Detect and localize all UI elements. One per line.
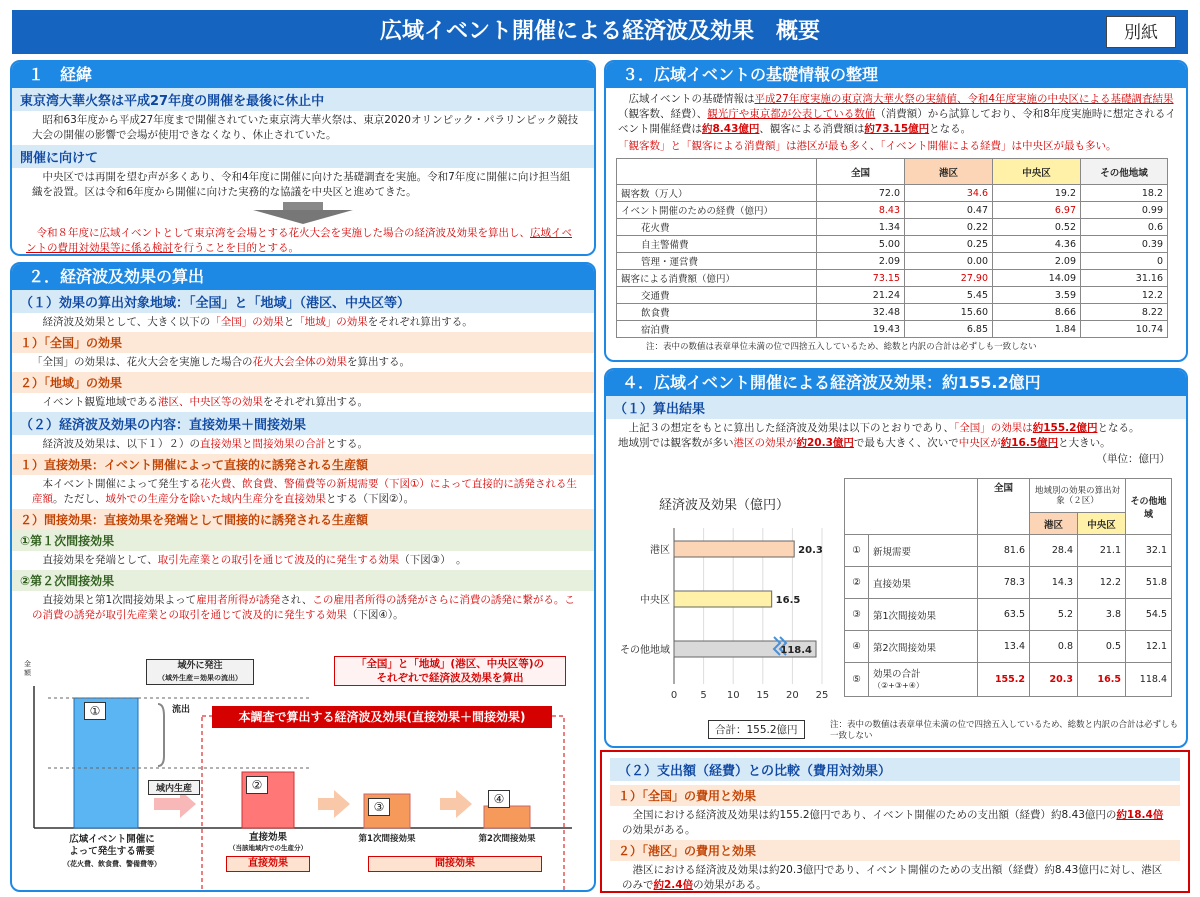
chart-tick-label: 10 — [726, 690, 740, 701]
table-row: 観客数（万人） 72.0 34.6 19.2 18.2 — [617, 185, 1168, 202]
chart-category-label: 中央区 — [640, 595, 670, 606]
s2-sub2: （２）経済波及効果の内容：直接効果＋間接効果 — [12, 412, 594, 435]
table-row: 交通費 21.24 5.45 3.59 12.2 — [617, 287, 1168, 304]
chart-tick-label: 25 — [815, 690, 829, 701]
effect-chart — [612, 488, 836, 746]
callout-box — [334, 656, 566, 686]
s4-h2: ２）「港区」の費用と効果 — [610, 840, 1180, 861]
table-header: 全国 港区 中央区 その他地域 — [617, 159, 1168, 185]
table-row: 花火費 1.34 0.22 0.52 0.6 — [617, 219, 1168, 236]
table-row: ① 新規需要 81.6 28.4 21.1 32.1 — [845, 535, 1172, 567]
s1-sub2: 開催に向けて — [12, 145, 594, 168]
table-row: ④ 第2次間接効果 13.4 0.8 0.5 12.1 — [845, 631, 1172, 663]
s2-p1: 経済波及効果として、大きく以下の「全国」の効果と「地域」の効果をそれぞれ算出する。 — [32, 316, 473, 328]
section-4-panel — [604, 368, 1188, 748]
cost-effect-box — [600, 750, 1190, 893]
label-second: 第2次間接効果 — [478, 834, 536, 844]
chart-category-label: 港区 — [650, 545, 670, 556]
s2-p3: イベント観覧地域である港区、中央区等の効果をそれぞれ算出する。 — [32, 396, 368, 408]
basic-info-table — [616, 158, 1168, 338]
chart-tick-label: 5 — [700, 690, 707, 701]
chart-bar — [674, 541, 794, 557]
s2-h2: ２）「地域」の効果 — [12, 372, 594, 393]
section-1-panel — [10, 60, 596, 256]
chart-bar — [674, 591, 772, 607]
chart-data-label: 20.3 — [798, 545, 823, 556]
chart-tick-label: 20 — [786, 690, 799, 701]
page-header — [12, 10, 1188, 54]
table-row: ③ 第1次間接効果 63.5 5.2 3.8 54.5 — [845, 599, 1172, 631]
s2-sub1: （１）効果の算出対象地域：「全国」と「地域」（港区、中央区等） — [12, 290, 594, 313]
callout-line1: 「全国」と「地域」(港区、中央区等)の — [355, 658, 545, 670]
attachment-label: 別紙 — [1106, 16, 1176, 48]
table-row: 自主警備費 5.00 0.25 4.36 0.39 — [617, 236, 1168, 253]
label-demand-3: （花火費、飲食費、警備費等） — [63, 860, 161, 868]
section-4-title: ４．広域イベント開催による経済波及効果：約155.2億円 — [606, 370, 1186, 396]
s1-purpose — [12, 224, 594, 256]
label-demand — [42, 834, 182, 870]
s2-p4: 経済波及効果は、以下１）２）の直接効果と間接効果の合計とする。 — [32, 438, 368, 450]
label-direct — [218, 832, 318, 854]
chart-title: 経済波及効果（億円） — [658, 498, 789, 513]
s4-h1: １）「全国」の費用と効果 — [610, 785, 1180, 806]
section-2-panel — [10, 262, 596, 892]
s4-sub1: （１）算出結果 — [606, 396, 1186, 419]
red-title: 本調査で算出する経済波及効果(直接効果＋間接効果) — [212, 706, 552, 728]
table-row: 飲食費 32.48 15.60 8.66 8.22 — [617, 304, 1168, 321]
marker-2: ② — [246, 776, 268, 794]
s4-p2: 地域別では観客数が多い港区の効果が約20.3億円で最も大きく、次いで中央区が約16.5億円と大きい。 — [618, 437, 1111, 449]
s4-sub2: （２）支出額（経費）との比較（費用対効果） — [610, 758, 1180, 781]
label-demand-1: 広域イベント開催に — [69, 834, 155, 845]
s2-p5: 本イベント開催によって発生する花火費、飲食費、警備費等の新規需要（下図①）によって直接的に誘発される生産額。ただし、域外での生産分を除いた域内生産分を直接効果とする（下図②）。 — [32, 478, 577, 505]
down-arrow — [12, 202, 594, 224]
chart-tick-label: 0 — [670, 690, 678, 701]
outside-sub: （域外生産＝効果の流出） — [158, 674, 242, 682]
s2-h4: ２）間接効果：直接効果を発端として間接的に誘発される生産額 — [12, 509, 594, 530]
diagram-ylabel: 金額 — [24, 660, 31, 677]
s2-h3: １）直接効果：イベント開催によって直接的に誘発される生産額 — [12, 454, 594, 475]
s4-p1: 上記３の想定をもとに算出した経済波及効果は以下のとおりであり、「全国」の効果は約155.2億円となる。 — [618, 422, 1140, 434]
label-first: 第1次間接効果 — [358, 834, 416, 844]
inside-label: 域内生産 — [148, 780, 200, 795]
section-1-title: １ 経緯 — [12, 62, 594, 88]
label-direct-2: （当該地域内での生産分） — [229, 844, 307, 852]
s3-p1: 広域イベントの基礎情報は平成27年度実施の東京湾大華火祭の実績値、令和4年度実施の中央区による基礎調査結果（観客数、経費）、観光庁や東京都が公表している数値（消費額）から試算しており、令和8年度実施時に想定されるイベント開催経費は約8.43億円、観客による消費額は約73.15億円となる。 — [618, 93, 1176, 135]
s2-h1: １）「全国」の効果 — [12, 332, 594, 353]
s4-note: 注：表中の数値は表章単位未満の位で四捨五入しているため、総数と内訳の合計は必ずしも一致しない — [830, 720, 1179, 741]
s4-unit: （単位：億円） — [1096, 453, 1170, 465]
table-row: 管理・運営費 2.09 0.00 2.09 0 — [617, 253, 1168, 270]
section-3-panel — [604, 60, 1188, 362]
marker-3: ③ — [368, 798, 390, 816]
s2-g1: ①第１次間接効果 — [12, 530, 594, 551]
page-title: 広域イベント開催による経済波及効果 概要 — [379, 19, 820, 44]
s1-p3b: 広域イベントの費用対効果等に係る検討 — [26, 227, 572, 254]
s2-p7: 直接効果と第1次間接効果よって雇用者所得が誘発され、この雇用者所得の誘発がさらに消費の誘発に繋がる。この消費の誘発が取引先産業との取引を通じて波及的に発生する効果（下図④）。 — [32, 594, 575, 621]
callout-line2: それぞれで経済波及効果を算出 — [376, 672, 524, 684]
chart-total: 合計：155.2億円 — [708, 720, 805, 739]
chart-svg — [612, 518, 836, 718]
marker-4: ④ — [488, 790, 510, 808]
section-2-title: ２．経済波及効果の算出 — [12, 264, 594, 290]
marker-1: ① — [84, 702, 106, 720]
label-direct-1: 直接効果 — [248, 832, 287, 843]
table-row: イベント開催のための経費（億円） 8.43 0.47 6.97 0.99 — [617, 202, 1168, 219]
chart-data-label: 118.4 — [780, 645, 812, 656]
effect-table: 全国 地域別の効果の算出対象（２区） その他地域 港区 中央区 ① 新規需要 81.6 28.4 21.1 32.1 ② 直接効果 78.3 14.3 12.2 51.8 ③ 第1次間接効果 63.5 5.2 3.8 54.5 ④ 第2次間接効果 13.4 0.8 0.5 12.1 ⑤ 効果の合計 （②+③+④） 155.2 20.3 16.5 118.4 — [844, 478, 1172, 697]
effect-diagram — [12, 656, 594, 890]
s3-note: 注：表中の数値は表章単位未満の位で四捨五入しているため、総数と内訳の合計は必ずしも一致しない — [646, 342, 1037, 352]
tag-indirect: 間接効果 — [368, 856, 542, 872]
chart-tick-label: 15 — [756, 690, 770, 701]
s4-q1: 全国における経済波及効果は約155.2億円であり、イベント開催のための支出額（経費）約8.43億円の約18.4倍の効果がある。 — [622, 809, 1164, 836]
chart-category-label: その他地域 — [620, 645, 670, 656]
s2-p2: 「全国」の効果は、花火大会を実施した場合の花火大会全体の効果を算出する。 — [32, 356, 410, 368]
down-arrow-icon — [243, 202, 363, 224]
s2-p6: 直接効果を発端として、取引先産業との取引を通じて波及的に発生する効果（下図③） 。 — [32, 554, 467, 566]
table-row: ⑤ 効果の合計 （②+③+④） 155.2 20.3 16.5 118.4 — [845, 663, 1172, 697]
table-row: 観客による消費額（億円） 73.15 27.90 14.09 31.16 — [617, 270, 1168, 287]
s1-p2: 中央区では再開を望む声が多くあり、令和4年度に開催に向けた基礎調査を実施。令和7年度に開催に向け担当組織を設置。区は令和6年度から開催に向けた実務的な協議を中央区と進めてきた。 — [32, 171, 571, 198]
s2-g2: ②第２次間接効果 — [12, 570, 594, 591]
s3-p2: 「観客数」と「観客による消費額」は港区が最も多く、「イベント開催による経費」は中央区が最も多い。 — [618, 140, 1117, 152]
table-row: 宿泊費 19.43 6.85 1.84 10.74 — [617, 321, 1168, 338]
s1-p3a: 令和８年度に広域イベントとして東京湾を会場とする花火大会を実施した場合の経済波及効果を算出し、 — [26, 227, 530, 239]
tag-direct: 直接効果 — [226, 856, 310, 872]
s1-p3c: を行うことを目的とする。 — [173, 242, 299, 254]
s1-p1: 昭和63年度から平成27年度まで開催されていた東京湾大華火祭は、東京2020オリンピック・パラリンピック競技大会の開催の影響で会場が使用できなくなり、休止されていた。 — [32, 114, 579, 141]
s4-q2: 港区における経済波及効果は約20.3億円であり、イベント開催のための支出額（経費）約8.43億円に対し、港区のみで約2.4倍の効果がある。 — [622, 864, 1163, 891]
outside-title: 域外に発注 — [177, 661, 223, 671]
label-demand-2: よって発生する需要 — [69, 846, 155, 857]
section-3-title: ３．広域イベントの基礎情報の整理 — [606, 62, 1186, 88]
chart-data-label: 16.5 — [775, 595, 801, 606]
outside-box — [146, 659, 254, 685]
s1-sub1: 東京湾大華火祭は平成27年度の開催を最後に休止中 — [12, 88, 594, 111]
outflow-label: 流出 — [172, 705, 191, 715]
table-row: ② 直接効果 78.3 14.3 12.2 51.8 — [845, 567, 1172, 599]
